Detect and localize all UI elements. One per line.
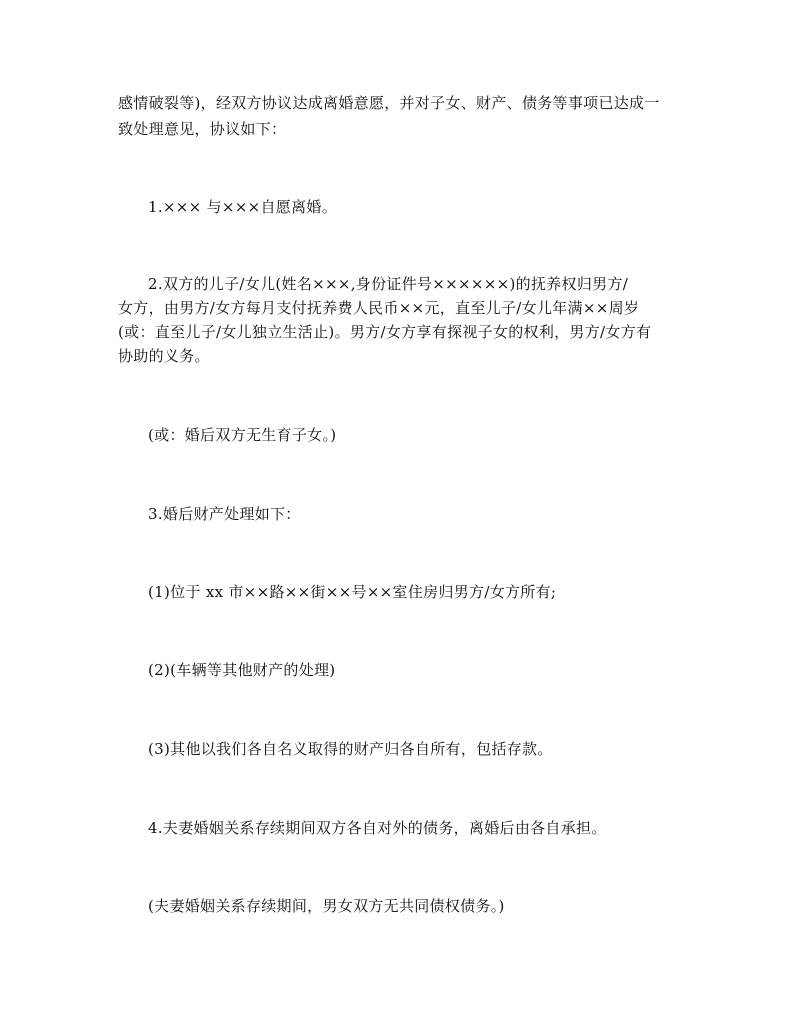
clause-4: 4.夫妻婚姻关系存续期间双方各自对外的债务，离婚后由各自承担。 bbox=[148, 819, 607, 837]
clause-3-heading: 3.婚后财产处理如下： bbox=[148, 505, 301, 523]
clause-2-alternative: (或：婚后双方无生育子女。) bbox=[148, 426, 337, 444]
clause-2-line-2: 女方，由男方/女方每月支付抚养费人民币××元，直至儿子/女儿年满××周岁 bbox=[118, 299, 640, 317]
clause-1: 1.××× 与×××自愿离婚。 bbox=[148, 198, 337, 216]
intro-line-2: 致处理意见，协议如下： bbox=[118, 120, 287, 138]
clause-2-line-4: 协助的义务。 bbox=[118, 347, 210, 365]
clause-4-alternative: (夫妻婚姻关系存续期间，男女双方无共同债权债务。) bbox=[148, 897, 505, 915]
clause-2-line-3: (或：直至儿子/女儿独立生活止)。男方/女方享有探视子女的权利，男方/女方有 bbox=[118, 323, 652, 341]
intro-line-1: 感情破裂等)，经双方协议达成离婚意愿，并对子女、财产、债务等事项已达成一 bbox=[118, 94, 660, 112]
clause-3-item-2: (2)(车辆等其他财产的处理) bbox=[148, 661, 336, 679]
clause-3-item-1: (1)位于 xx 市××路××街××号××室住房归男方/女方所有; bbox=[148, 583, 557, 601]
clause-2-line-1: 2.双方的儿子/女儿(姓名×××,身份证件号××××××)的抚养权归男方/ bbox=[148, 275, 629, 293]
clause-3-item-3: (3)其他以我们各自名义取得的财产归各自所有，包括存款。 bbox=[148, 740, 553, 758]
